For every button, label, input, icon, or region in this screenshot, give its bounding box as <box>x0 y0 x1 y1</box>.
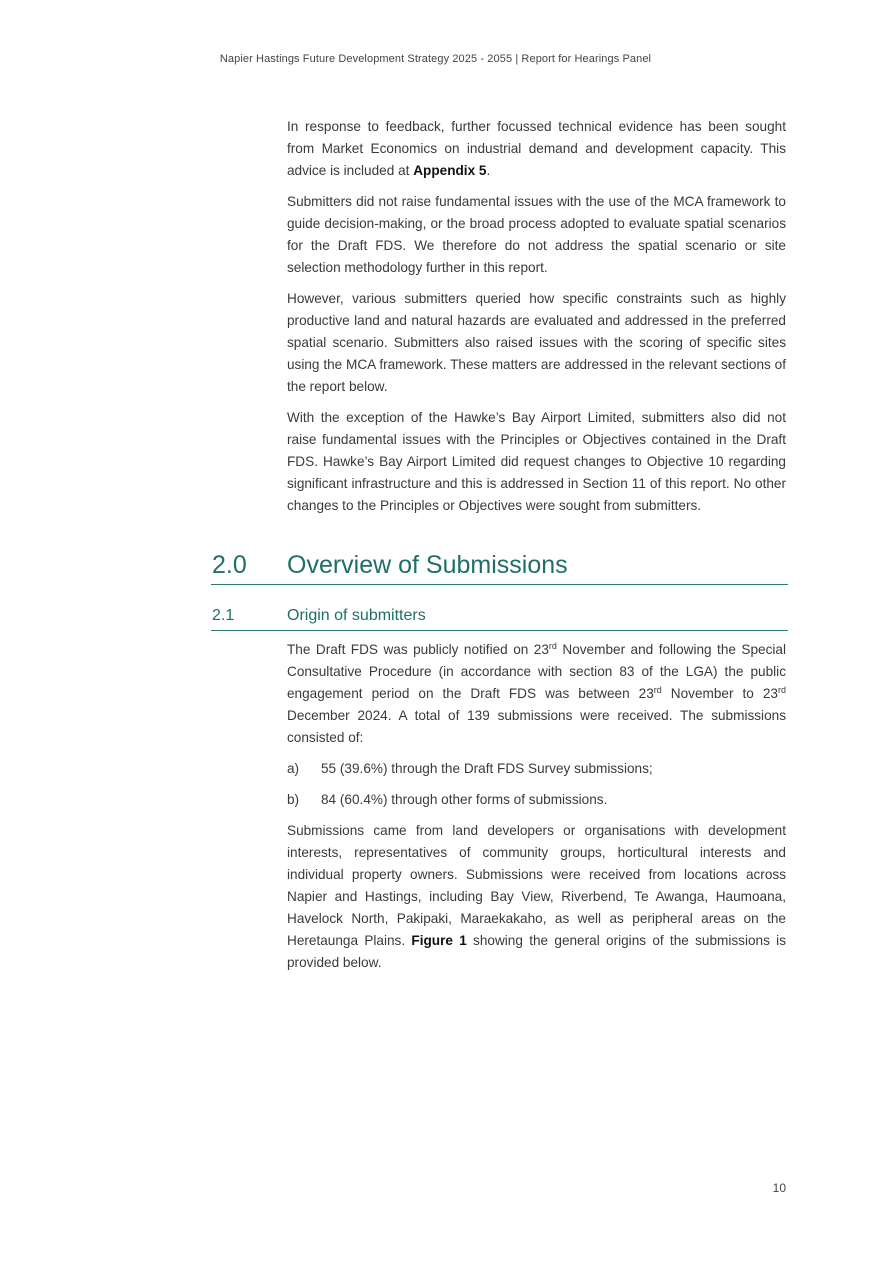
section-title: Overview of Submissions <box>287 551 568 579</box>
intro-block <box>287 116 786 526</box>
list-item <box>287 758 786 780</box>
intro-paragraph-3: However, various submitters queried how specific constraints such as highly productive land and natural hazards are evaluated and addressed in the preferred spatial scenario. Submitters also raised issues with the scoring of specific sites using the MCA framework. These matters are addressed in the relevant sections of the report below. <box>287 291 786 394</box>
list-text: 55 (39.6%) through the Draft FDS Survey submissions; <box>321 761 653 776</box>
list-marker: b) <box>287 792 300 807</box>
origin-paragraph-2: Submissions came from land developers or organisations with development interests, representatives of community groups, horticultural interests and individual property owners. Submissions were received from locations across Napier and Hastings, including Bay View, Riverbend, Te Awanga, Haumoana, Havelock North, Pakipaki, Maraekakaho, as well as peripheral areas on the Heretaunga Plains. Figure 1 showing the general origins of the submissions is provided below. <box>287 823 786 970</box>
figure-reference: Figure 1 <box>411 933 467 948</box>
list-item <box>287 789 786 811</box>
list-text: 84 (60.4%) through other forms of submissions. <box>321 792 608 807</box>
intro-paragraph-4: With the exception of the Hawke’s Bay Airport Limited, submitters also did not raise fundamental issues with the Principles or Objectives contained in the Draft FDS. Hawke’s Bay Airport Limited did request changes to Objective 10 regarding significant infrastructure and this is addressed in Section 11 of this report. No other changes to the Principles or Objectives were sought from submitters. <box>287 410 786 513</box>
running-header: Napier Hastings Future Development Strategy 2025 - 2055 | Report for Hearings Panel <box>219 53 652 65</box>
section-heading <box>211 545 788 585</box>
intro-paragraph-1: In response to feedback, further focussed technical evidence has been sought from Market Economics on industrial demand and development capacity. This advice is included at Appendix 5. <box>287 119 786 178</box>
subsection-title: Origin of submitters <box>287 607 426 624</box>
origin-paragraph-1: The Draft FDS was publicly notified on 23rd November and following the Special Consultative Procedure (in accordance with section 83 of the LGA) the public engagement period on the Draft FDS was between 23rd November to 23rd December 2024. A total of 139 submissions were received. The submissions consisted of: <box>287 641 786 745</box>
subsection-heading <box>211 603 788 631</box>
list-marker: a) <box>287 761 300 776</box>
appendix-reference: Appendix 5 <box>413 163 487 178</box>
page-number: 10 <box>772 1181 786 1195</box>
intro-paragraph-2: Submitters did not raise fundamental issues with the use of the MCA framework to guide decision-making, or the broad process adopted to evaluate spatial scenarios for the Draft FDS. We therefore do not address the spatial scenario or site selection methodology further in this report. <box>287 194 786 275</box>
origin-block <box>287 639 786 983</box>
section-number: 2.0 <box>212 551 247 579</box>
subsection-number: 2.1 <box>212 607 235 624</box>
